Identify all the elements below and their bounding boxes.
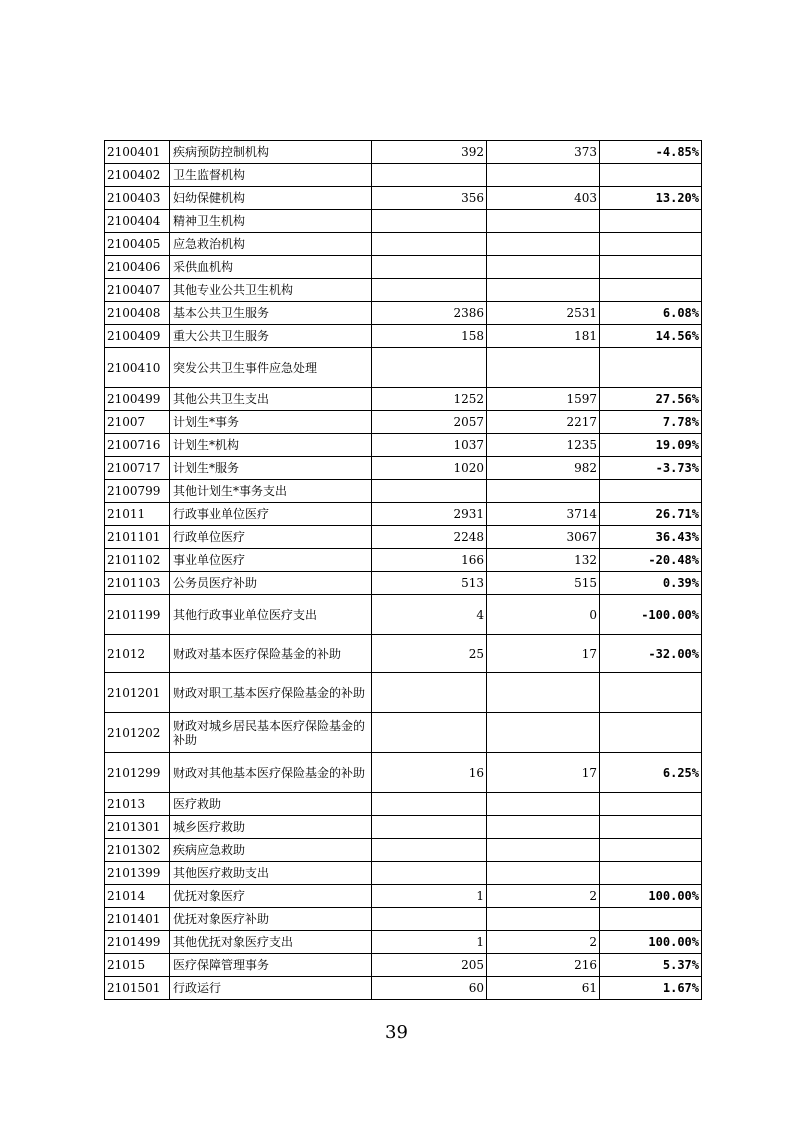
row-change-rate <box>600 839 702 862</box>
row-prev-amount: 1037 <box>372 434 487 457</box>
row-prev-amount <box>372 793 487 816</box>
row-item-name: 行政单位医疗 <box>170 526 372 549</box>
row-code: 2100716 <box>105 434 170 457</box>
row-item-name: 行政事业单位医疗 <box>170 503 372 526</box>
row-code: 2100405 <box>105 233 170 256</box>
row-code: 2101101 <box>105 526 170 549</box>
row-prev-amount <box>372 713 487 753</box>
row-curr-amount: 2217 <box>487 411 600 434</box>
row-change-rate: 7.78% <box>600 411 702 434</box>
row-prev-amount <box>372 210 487 233</box>
table-row <box>105 595 702 635</box>
row-prev-amount: 2057 <box>372 411 487 434</box>
row-change-rate: -4.85% <box>600 141 702 164</box>
row-code: 21014 <box>105 885 170 908</box>
row-item-name: 财政对城乡居民基本医疗保险基金的补助 <box>170 713 372 753</box>
row-change-rate: -3.73% <box>600 457 702 480</box>
row-item-name: 公务员医疗补助 <box>170 572 372 595</box>
row-curr-amount <box>487 233 600 256</box>
row-item-name: 其他医疗救助支出 <box>170 862 372 885</box>
row-prev-amount <box>372 908 487 931</box>
row-code: 2101501 <box>105 977 170 1000</box>
row-prev-amount: 356 <box>372 187 487 210</box>
row-item-name: 计划生*事务 <box>170 411 372 434</box>
table-row <box>105 572 702 595</box>
row-prev-amount: 2248 <box>372 526 487 549</box>
row-curr-amount: 3714 <box>487 503 600 526</box>
table-row <box>105 210 702 233</box>
row-item-name: 采供血机构 <box>170 256 372 279</box>
row-prev-amount: 166 <box>372 549 487 572</box>
row-prev-amount: 1252 <box>372 388 487 411</box>
row-item-name: 财政对基本医疗保险基金的补助 <box>170 635 372 673</box>
table-row <box>105 187 702 210</box>
row-change-rate: 14.56% <box>600 325 702 348</box>
row-code: 2101103 <box>105 572 170 595</box>
table-row <box>105 753 702 793</box>
table-row <box>105 457 702 480</box>
table-row <box>105 839 702 862</box>
table-row <box>105 141 702 164</box>
row-change-rate: 19.09% <box>600 434 702 457</box>
row-change-rate <box>600 256 702 279</box>
row-code: 2100403 <box>105 187 170 210</box>
row-prev-amount: 4 <box>372 595 487 635</box>
row-item-name: 优抚对象医疗 <box>170 885 372 908</box>
row-prev-amount <box>372 839 487 862</box>
row-curr-amount: 2 <box>487 931 600 954</box>
row-change-rate <box>600 816 702 839</box>
row-curr-amount: 515 <box>487 572 600 595</box>
row-curr-amount <box>487 164 600 187</box>
row-code: 21012 <box>105 635 170 673</box>
table-row <box>105 673 702 713</box>
row-prev-amount: 205 <box>372 954 487 977</box>
row-curr-amount: 3067 <box>487 526 600 549</box>
row-code: 2101102 <box>105 549 170 572</box>
row-change-rate <box>600 673 702 713</box>
row-item-name: 精神卫生机构 <box>170 210 372 233</box>
row-code: 21015 <box>105 954 170 977</box>
row-code: 2100406 <box>105 256 170 279</box>
row-code: 2100407 <box>105 279 170 302</box>
row-item-name: 疾病预防控制机构 <box>170 141 372 164</box>
row-item-name: 其他计划生*事务支出 <box>170 480 372 503</box>
row-curr-amount <box>487 793 600 816</box>
row-change-rate <box>600 480 702 503</box>
row-curr-amount <box>487 256 600 279</box>
row-change-rate: 5.37% <box>600 954 702 977</box>
table-row <box>105 908 702 931</box>
row-change-rate: 36.43% <box>600 526 702 549</box>
row-prev-amount <box>372 348 487 388</box>
row-item-name: 其他专业公共卫生机构 <box>170 279 372 302</box>
row-code: 2101401 <box>105 908 170 931</box>
row-code: 2100717 <box>105 457 170 480</box>
row-code: 2100409 <box>105 325 170 348</box>
row-change-rate <box>600 862 702 885</box>
row-change-rate <box>600 348 702 388</box>
row-curr-amount <box>487 480 600 503</box>
row-curr-amount: 132 <box>487 549 600 572</box>
table-row <box>105 434 702 457</box>
row-prev-amount: 158 <box>372 325 487 348</box>
budget-table <box>104 140 702 1000</box>
row-prev-amount <box>372 164 487 187</box>
row-curr-amount <box>487 908 600 931</box>
row-code: 2101199 <box>105 595 170 635</box>
row-change-rate <box>600 713 702 753</box>
row-change-rate: -20.48% <box>600 549 702 572</box>
row-item-name: 优抚对象医疗补助 <box>170 908 372 931</box>
row-item-name: 其他优抚对象医疗支出 <box>170 931 372 954</box>
table-row <box>105 885 702 908</box>
table-row <box>105 635 702 673</box>
row-code: 2101302 <box>105 839 170 862</box>
row-prev-amount <box>372 480 487 503</box>
table-row <box>105 164 702 187</box>
table-row <box>105 302 702 325</box>
row-change-rate <box>600 793 702 816</box>
row-prev-amount <box>372 279 487 302</box>
row-prev-amount <box>372 673 487 713</box>
row-item-name: 应急救治机构 <box>170 233 372 256</box>
row-code: 2100499 <box>105 388 170 411</box>
row-code: 2100404 <box>105 210 170 233</box>
table-row <box>105 325 702 348</box>
row-item-name: 卫生监督机构 <box>170 164 372 187</box>
row-change-rate: 1.67% <box>600 977 702 1000</box>
row-change-rate <box>600 210 702 233</box>
row-item-name: 医疗救助 <box>170 793 372 816</box>
row-change-rate: -100.00% <box>600 595 702 635</box>
row-code: 2101299 <box>105 753 170 793</box>
row-code: 2101499 <box>105 931 170 954</box>
row-curr-amount: 1235 <box>487 434 600 457</box>
row-code: 2100408 <box>105 302 170 325</box>
row-curr-amount <box>487 816 600 839</box>
row-change-rate: 100.00% <box>600 885 702 908</box>
table-row <box>105 549 702 572</box>
row-curr-amount <box>487 279 600 302</box>
row-prev-amount <box>372 862 487 885</box>
row-code: 21013 <box>105 793 170 816</box>
row-curr-amount <box>487 673 600 713</box>
table-row <box>105 503 702 526</box>
table-row <box>105 233 702 256</box>
table-row <box>105 931 702 954</box>
row-prev-amount: 25 <box>372 635 487 673</box>
row-curr-amount: 17 <box>487 635 600 673</box>
row-change-rate: -32.00% <box>600 635 702 673</box>
row-curr-amount: 61 <box>487 977 600 1000</box>
row-change-rate <box>600 164 702 187</box>
row-code: 2100410 <box>105 348 170 388</box>
row-item-name: 突发公共卫生事件应急处理 <box>170 348 372 388</box>
row-prev-amount: 1 <box>372 885 487 908</box>
row-curr-amount <box>487 713 600 753</box>
row-item-name: 医疗保障管理事务 <box>170 954 372 977</box>
row-item-name: 城乡医疗救助 <box>170 816 372 839</box>
row-item-name: 其他公共卫生支出 <box>170 388 372 411</box>
row-change-rate: 13.20% <box>600 187 702 210</box>
row-curr-amount <box>487 348 600 388</box>
row-change-rate <box>600 233 702 256</box>
row-change-rate: 0.39% <box>600 572 702 595</box>
table-row <box>105 388 702 411</box>
row-prev-amount: 60 <box>372 977 487 1000</box>
table-row <box>105 480 702 503</box>
row-prev-amount: 2386 <box>372 302 487 325</box>
row-item-name: 计划生*服务 <box>170 457 372 480</box>
row-curr-amount: 2531 <box>487 302 600 325</box>
row-item-name: 行政运行 <box>170 977 372 1000</box>
page-number: 39 <box>385 1022 408 1043</box>
row-curr-amount: 17 <box>487 753 600 793</box>
row-prev-amount <box>372 233 487 256</box>
row-item-name: 基本公共卫生服务 <box>170 302 372 325</box>
row-code: 21011 <box>105 503 170 526</box>
row-item-name: 疾病应急救助 <box>170 839 372 862</box>
table-row <box>105 348 702 388</box>
row-prev-amount: 16 <box>372 753 487 793</box>
table-row <box>105 256 702 279</box>
row-curr-amount: 181 <box>487 325 600 348</box>
row-prev-amount: 1020 <box>372 457 487 480</box>
table-row <box>105 713 702 753</box>
row-curr-amount: 0 <box>487 595 600 635</box>
row-curr-amount: 982 <box>487 457 600 480</box>
row-prev-amount: 513 <box>372 572 487 595</box>
table-body <box>105 141 702 1000</box>
row-item-name: 重大公共卫生服务 <box>170 325 372 348</box>
row-change-rate: 100.00% <box>600 931 702 954</box>
row-curr-amount <box>487 862 600 885</box>
row-change-rate: 26.71% <box>600 503 702 526</box>
row-change-rate <box>600 908 702 931</box>
table-row <box>105 862 702 885</box>
row-curr-amount <box>487 210 600 233</box>
row-change-rate: 6.08% <box>600 302 702 325</box>
row-prev-amount <box>372 256 487 279</box>
table-row <box>105 411 702 434</box>
row-code: 2101202 <box>105 713 170 753</box>
row-code: 2100401 <box>105 141 170 164</box>
row-item-name: 其他行政事业单位医疗支出 <box>170 595 372 635</box>
row-prev-amount: 392 <box>372 141 487 164</box>
table-row <box>105 977 702 1000</box>
row-curr-amount <box>487 839 600 862</box>
table-row <box>105 954 702 977</box>
row-code: 2101201 <box>105 673 170 713</box>
row-curr-amount: 373 <box>487 141 600 164</box>
row-code: 2101301 <box>105 816 170 839</box>
row-prev-amount: 2931 <box>372 503 487 526</box>
row-item-name: 妇幼保健机构 <box>170 187 372 210</box>
row-curr-amount: 216 <box>487 954 600 977</box>
row-curr-amount: 403 <box>487 187 600 210</box>
row-prev-amount: 1 <box>372 931 487 954</box>
table-row <box>105 279 702 302</box>
row-change-rate <box>600 279 702 302</box>
row-code: 2100799 <box>105 480 170 503</box>
row-item-name: 计划生*机构 <box>170 434 372 457</box>
row-item-name: 财政对其他基本医疗保险基金的补助 <box>170 753 372 793</box>
row-code: 2101399 <box>105 862 170 885</box>
row-item-name: 事业单位医疗 <box>170 549 372 572</box>
row-change-rate: 27.56% <box>600 388 702 411</box>
row-code: 2100402 <box>105 164 170 187</box>
table-row <box>105 793 702 816</box>
row-code: 21007 <box>105 411 170 434</box>
row-curr-amount: 1597 <box>487 388 600 411</box>
table-row <box>105 816 702 839</box>
row-curr-amount: 2 <box>487 885 600 908</box>
table-row <box>105 526 702 549</box>
row-item-name: 财政对职工基本医疗保险基金的补助 <box>170 673 372 713</box>
row-prev-amount <box>372 816 487 839</box>
row-change-rate: 6.25% <box>600 753 702 793</box>
